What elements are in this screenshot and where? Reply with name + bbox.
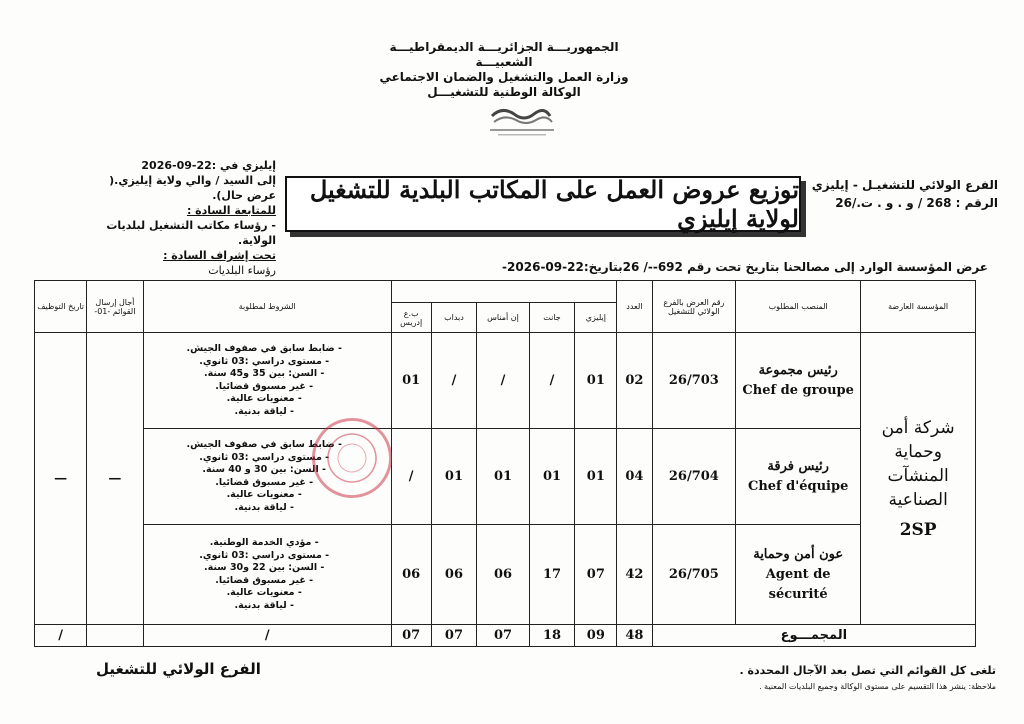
- condition-item: - غير مسبوق قضائيا.: [148, 381, 381, 394]
- bordj-cell: /: [391, 429, 431, 525]
- condition-item: - مستوى دراسي :03 ثانوي.: [148, 550, 381, 563]
- deadline-cell: —: [87, 333, 143, 625]
- header-conditions: الشروط لمطلوبة: [143, 281, 391, 333]
- count-cell: 02: [617, 333, 652, 429]
- condition-item: - لياقة بدنية.: [148, 502, 381, 515]
- conditions-cell: [143, 333, 391, 429]
- position-french: Chef de groupe: [742, 382, 854, 398]
- header-position: المنصب المطلوب: [736, 281, 861, 333]
- illizi-cell: 07: [575, 525, 617, 625]
- condition-item: - ضابط سابق في صفوف الجيش.: [148, 439, 381, 452]
- reference-number: الرقم : 268 / و . و . ت./26: [835, 196, 998, 210]
- position-cell: [736, 429, 861, 525]
- address-block: [96, 158, 276, 278]
- position-french: Chef d'équipe: [747, 478, 849, 494]
- position-arabic: عون أمن وحماية: [753, 546, 844, 562]
- total-label: المجمـــوع: [652, 625, 975, 647]
- debdeb-cell: /: [431, 333, 477, 429]
- djanet-cell: /: [529, 333, 575, 429]
- total-debdeb: 07: [431, 625, 477, 647]
- illizi-cell: 01: [575, 429, 617, 525]
- agency-logo-icon: [470, 102, 570, 140]
- table-row: [35, 429, 976, 525]
- position-cell: [736, 525, 861, 625]
- position-arabic: رئيس فرقة: [767, 458, 829, 474]
- debdeb-cell: 06: [431, 525, 477, 625]
- total-bordj: 07: [391, 625, 431, 647]
- branch-name: الفرع الولائي للتشغيـل - إيليزي: [811, 178, 998, 192]
- condition-item: - لياقة بدنية.: [148, 406, 381, 419]
- condition-item: - معنويات عالية.: [148, 393, 381, 406]
- header-company: المؤسسة العارضة: [861, 281, 976, 333]
- condition-item: - معنويات عالية.: [148, 489, 381, 502]
- header-hire-date: تاريخ التوظيف: [35, 281, 87, 333]
- ministry-header: [374, 40, 634, 100]
- in-amenas-cell: 06: [477, 525, 529, 625]
- table-row: [35, 525, 976, 625]
- header-count: العدد: [617, 281, 652, 333]
- table-row: [35, 333, 976, 429]
- header-line-1: الجمهوريـــة الجزائريـــة الديمقراطيـــة الشعبيـــة: [389, 40, 619, 69]
- debdeb-cell: 01: [431, 429, 477, 525]
- total-conditions: /: [143, 625, 391, 647]
- condition-item: - غير مسبوق قضائيا.: [148, 575, 381, 588]
- header-djanet: جانت: [529, 303, 575, 333]
- hire-date-cell: —: [35, 333, 87, 625]
- position-cell: [736, 333, 861, 429]
- illizi-cell: 01: [575, 333, 617, 429]
- company-name: شركة أمن وحماية المنشآت الصناعية: [881, 417, 955, 510]
- position-french: Agent de sécurité: [765, 566, 831, 602]
- offer-number: 26/704: [652, 429, 735, 525]
- company-cell: [861, 333, 976, 625]
- bordj-cell: 06: [391, 525, 431, 625]
- total-count: 48: [617, 625, 652, 647]
- signature-block: الفرع الولائي للتشغيل: [96, 660, 261, 678]
- offer-reference-line: عرض المؤسسة الوارد إلى مصالحنا بتاريخ تحت رقم 692--/ 26بتاريخ:22-09-2026-: [502, 260, 988, 274]
- date-line: إيليزي في :22-09-2026: [141, 159, 276, 172]
- position-arabic: رئيس مجموعة: [758, 362, 838, 378]
- header-in-amenas: إن أمناس: [477, 303, 529, 333]
- count-cell: 42: [617, 525, 652, 625]
- mayors-line: رؤساء البلديات: [208, 264, 276, 277]
- header-deadline: أجال إرسال القوائم -01-: [87, 281, 143, 333]
- offer-number: 26/705: [652, 525, 735, 625]
- office-heads-line: - رؤساء مكاتب التشغيل لبلديات الولاية.: [106, 219, 276, 247]
- condition-item: - السن: بين 30 و 40 سنة.: [148, 464, 381, 477]
- total-illizi: 09: [575, 625, 617, 647]
- header-line-2: وزارة العمل والتشغيل والضمان الاجتماعي: [379, 70, 629, 84]
- condition-item: - ضابط سابق في صفوف الجيش.: [148, 343, 381, 356]
- djanet-cell: 01: [529, 429, 575, 525]
- condition-item: - مستوى دراسي :03 ثانوي.: [148, 452, 381, 465]
- condition-item: - السن: بين 35 و45 سنة.: [148, 368, 381, 381]
- supervision-line: تحت إشراف السادة :: [163, 249, 276, 262]
- total-row: [35, 625, 976, 647]
- header-communes-group: [391, 281, 616, 303]
- document-title-box: [285, 176, 801, 232]
- job-offers-table: [34, 280, 976, 647]
- footer-remark: ملاحظة: ينشر هذا التقسيم على مستوى الوكالة وجميع البلديات المعنية .: [759, 682, 996, 691]
- condition-item: - السن: بين 22 و30 سنة.: [148, 562, 381, 575]
- header-illizi: إيليزي: [575, 303, 617, 333]
- total-djanet: 18: [529, 625, 575, 647]
- branch-reference: [812, 176, 998, 212]
- company-code: 2SP: [899, 519, 937, 540]
- offer-number: 26/703: [652, 333, 735, 429]
- count-cell: 04: [617, 429, 652, 525]
- header-bordj: ب.ع إدريس: [391, 303, 431, 333]
- total-hire: /: [35, 625, 87, 647]
- condition-item: - غير مسبوق قضائيا.: [148, 477, 381, 490]
- header-debdeb: دبداب: [431, 303, 477, 333]
- footer-note: تلغى كل القوائم التي تصل بعد الآجال المحددة .: [739, 664, 996, 677]
- document-title: توزيع عروض العمل على المكاتب البلدية للتشغيل لولاية إيليزي: [309, 175, 799, 233]
- in-amenas-cell: /: [477, 333, 529, 429]
- in-amenas-cell: 01: [477, 429, 529, 525]
- addressee-line: إلى السيد / والي ولاية إيليزي.( عرض حال).: [109, 174, 276, 202]
- conditions-cell: [143, 525, 391, 625]
- header-offer-number: رقم العرض بالفرع الولائي للتشغيل: [652, 281, 735, 333]
- bordj-cell: 01: [391, 333, 431, 429]
- follow-up-line: للمتابعة السادة :: [186, 204, 276, 217]
- header-line-3: الوكالة الوطنية للتشغيـــل: [427, 85, 581, 99]
- condition-item: - مستوى دراسي :03 ثانوي.: [148, 356, 381, 369]
- total-deadline: [87, 625, 143, 647]
- condition-item: - مؤدي الخدمة الوطنية.: [148, 537, 381, 550]
- total-in-amenas: 07: [477, 625, 529, 647]
- condition-item: - لياقة بدنية.: [148, 600, 381, 613]
- condition-item: - معنويات عالية.: [148, 587, 381, 600]
- stamp-seal-icon: [315, 421, 388, 494]
- djanet-cell: 17: [529, 525, 575, 625]
